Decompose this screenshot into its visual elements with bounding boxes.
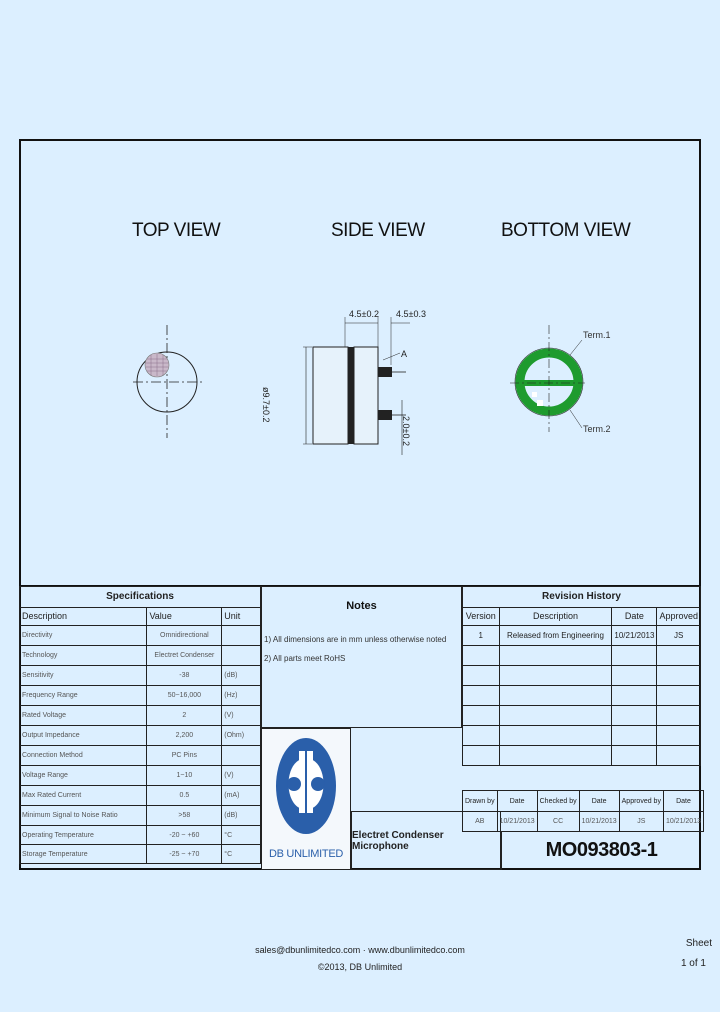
approved-by-value: JS (619, 812, 663, 832)
rev-header-date: Date (612, 608, 657, 626)
checked-date-value: 10/21/2013 (579, 812, 619, 832)
sheet-value: 1 of 1 (680, 958, 706, 969)
specs-row (20, 686, 261, 706)
drawn-date-value: 10/21/2013 (497, 812, 537, 832)
note-item: 2) All parts meet RoHS (264, 654, 346, 663)
approved-date-value: 10/21/2013 (663, 812, 703, 832)
spec-value: 0.5 (147, 786, 222, 806)
specs-row (20, 826, 261, 845)
spec-value: -38 (147, 666, 222, 686)
spec-value: 1~10 (147, 766, 222, 786)
rev-header-approved: Approved (657, 608, 701, 626)
signoff-table (462, 790, 704, 832)
bottom-view-title: BOTTOM VIEW (501, 220, 631, 241)
spec-unit (222, 626, 261, 646)
spec-value: PC Pins (147, 746, 222, 766)
spec-unit (222, 746, 261, 766)
spec-unit: (Hz) (222, 686, 261, 706)
spec-value: Electret Condenser (147, 646, 222, 666)
spec-desc: Technology (20, 646, 147, 666)
date-label: Date (663, 791, 703, 812)
revision-table (462, 586, 701, 766)
spec-value: -20 ~ +60 (147, 826, 222, 845)
revision-row (463, 626, 701, 646)
dim-right-top: 4.5±0.3 (396, 309, 426, 319)
checked-by-value: CC (537, 812, 579, 832)
spec-value: 50~16,000 (147, 686, 222, 706)
spec-unit: (dB) (222, 666, 261, 686)
spec-desc: Directivity (20, 626, 147, 646)
dim-left-top: 4.5±0.2 (349, 309, 379, 319)
approved-by-label: Approved by (619, 791, 663, 812)
specs-title: Specifications (20, 587, 261, 608)
footer-copyright: ©2013, DB Unlimited (317, 962, 403, 972)
bottom-view-drawing (510, 320, 585, 435)
revision-row-empty (463, 666, 701, 686)
rev-version: 1 (463, 626, 500, 646)
rev-description: Released from Engineering (499, 626, 612, 646)
db-logo (262, 729, 350, 847)
spec-value: -25 ~ +70 (147, 845, 222, 864)
spec-desc: Frequency Range (20, 686, 147, 706)
top-view-title: TOP VIEW (132, 220, 221, 241)
drawn-by-value: AB (463, 812, 498, 832)
spec-unit: (Ohm) (222, 726, 261, 746)
part-number: MO093803-1 (501, 831, 701, 870)
drawn-by-label: Drawn by (463, 791, 498, 812)
revision-title: Revision History (463, 587, 701, 608)
spec-desc: Operating Temperature (20, 826, 147, 845)
dim-height: 2.0±0.2 (401, 416, 411, 446)
spec-unit: (V) (222, 706, 261, 726)
spec-unit: (V) (222, 766, 261, 786)
rev-approved: JS (657, 626, 701, 646)
spec-value: >58 (147, 806, 222, 826)
specs-header-value: Value (147, 608, 222, 626)
logo-block (261, 728, 351, 870)
spec-unit: °C (222, 826, 261, 845)
specs-row (20, 666, 261, 686)
revision-row-empty (463, 726, 701, 746)
spec-unit: (mA) (222, 786, 261, 806)
spec-desc: Max Rated Current (20, 786, 147, 806)
spec-desc: Voltage Range (20, 766, 147, 786)
term2-label: Term.2 (583, 424, 611, 434)
spec-value: Omnidirectional (147, 626, 222, 646)
revision-row-empty (463, 746, 701, 766)
revision-row-empty (463, 646, 701, 666)
specs-row (20, 706, 261, 726)
sheet-label: Sheet (685, 938, 712, 949)
revision-row-empty (463, 686, 701, 706)
spec-desc: Storage Temperature (20, 845, 147, 864)
notes-block (261, 586, 462, 728)
spec-value: 2 (147, 706, 222, 726)
rev-header-version: Version (463, 608, 500, 626)
term1-label: Term.1 (583, 330, 611, 340)
specs-header-description: Description (20, 608, 147, 626)
specs-row (20, 845, 261, 864)
dim-diameter: ø9.7±0.2 (261, 387, 271, 423)
dim-marker: A (401, 349, 408, 359)
specs-header-unit: Unit (222, 608, 261, 626)
checked-by-label: Checked by (537, 791, 579, 812)
side-view-title: SIDE VIEW (331, 220, 425, 241)
specs-row (20, 766, 261, 786)
footer-contact: sales@dbunlimitedco.com · www.dbunlimitedco.com (255, 945, 465, 955)
spec-unit: (dB) (222, 806, 261, 826)
spec-desc: Minimum Signal to Noise Ratio (20, 806, 147, 826)
spec-desc: Rated Voltage (20, 706, 147, 726)
spec-value: 2,200 (147, 726, 222, 746)
specs-row (20, 646, 261, 666)
specifications-table (19, 586, 261, 864)
specs-row (20, 806, 261, 826)
logo-text: DB UNLIMITED (268, 848, 344, 860)
side-view-drawing (298, 305, 418, 465)
rev-header-description: Description (499, 608, 612, 626)
notes-title: Notes (346, 600, 377, 612)
rev-date: 10/21/2013 (612, 626, 657, 646)
spec-desc: Sensitivity (20, 666, 147, 686)
date-label: Date (579, 791, 619, 812)
spec-desc: Output Impedance (20, 726, 147, 746)
spec-unit: °C (222, 845, 261, 864)
revision-row-empty (463, 706, 701, 726)
specs-row (20, 626, 261, 646)
product-name: Electret Condenser Microphone (351, 811, 501, 870)
specs-row (20, 746, 261, 766)
specs-row (20, 726, 261, 746)
note-item: 1) All dimensions are in mm unless otherwise noted (264, 635, 447, 644)
specs-row (20, 786, 261, 806)
spec-desc: Connection Method (20, 746, 147, 766)
date-label: Date (497, 791, 537, 812)
top-view-drawing (130, 325, 205, 440)
spec-unit (222, 646, 261, 666)
